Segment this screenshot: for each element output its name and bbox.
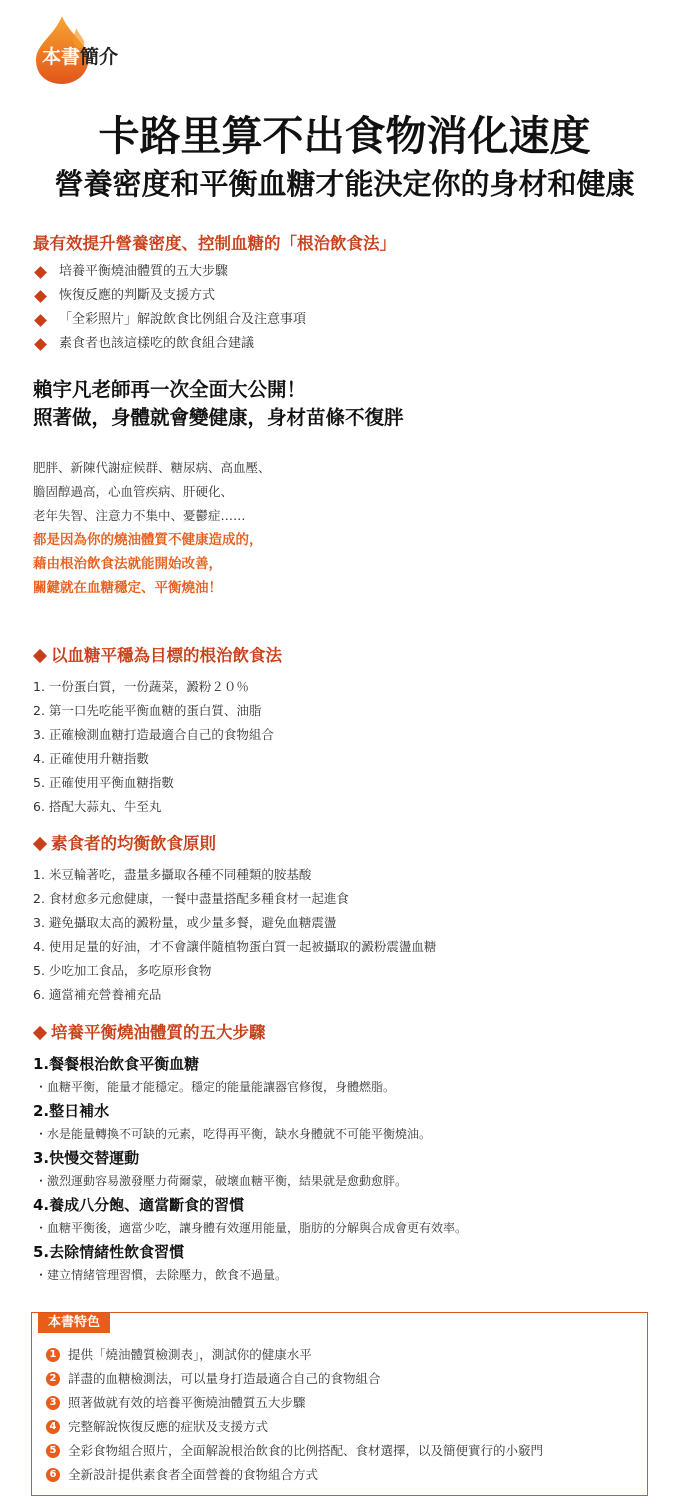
list-item: 6. 適當補充營養補充品 xyxy=(33,987,162,1002)
list-item: 5. 少吃加工食品，多吃原形食物 xyxy=(33,963,212,978)
diamond-bullet-icon xyxy=(34,314,47,327)
step-title: 4.養成八分飽、適當斷食的習慣 xyxy=(33,1196,245,1214)
list-item: 1. 一份蛋白質，一份蔬菜，澱粉２０％ xyxy=(33,679,249,694)
feature-text: 詳盡的血糖檢測法，可以量身打造最適合自己的食物組合 xyxy=(68,1371,381,1386)
features-list xyxy=(46,1343,543,1487)
number-badge-icon: 5 xyxy=(46,1444,60,1458)
step-title: 3.快慢交替運動 xyxy=(33,1149,140,1167)
number-badge-icon: 1 xyxy=(46,1348,60,1362)
list-item-text: 培養平衡燒油體質的五大步驟 xyxy=(59,264,229,279)
diamond-bullet-icon xyxy=(33,837,47,851)
conditions-text xyxy=(33,456,271,600)
step-desc: ・血糖平衡後，適當少吃，讓身體有效運用能量，脂肪的分解與合成會更有效率。 xyxy=(35,1221,468,1235)
highlight-line: 藉由根治飲食法就能開始改善， xyxy=(33,556,222,572)
step-desc: ・血糖平衡，能量才能穩定。穩定的能量能讓器官修復，身體燃脂。 xyxy=(35,1080,396,1094)
section3 xyxy=(33,831,436,1007)
diamond-bullet-icon xyxy=(33,1026,47,1040)
features-tag: 本書特色 xyxy=(38,1313,110,1333)
list-item: 1. 米豆輪著吃，盡量多攝取各種不同種類的胺基酸 xyxy=(33,867,312,882)
section-header xyxy=(28,14,228,86)
number-badge-icon: 2 xyxy=(46,1372,60,1386)
list-item: 3. 正確檢測血糖打造最適合自己的食物組合 xyxy=(33,727,274,742)
feature-item xyxy=(46,1415,543,1439)
section1-list xyxy=(33,260,306,356)
feature-text: 全新設計提供素食者全面營養的食物組合方式 xyxy=(68,1467,319,1482)
step-title: 2.整日補水 xyxy=(33,1102,110,1120)
feature-text: 完整解說恢復反應的症狀及支援方式 xyxy=(68,1419,269,1434)
feature-item xyxy=(46,1439,543,1463)
list-item: 4. 正確使用升糖指數 xyxy=(33,751,149,766)
promo-text xyxy=(33,376,404,432)
feature-text: 照著做就有效的培養平衡燒油體質五大步驟 xyxy=(68,1395,306,1410)
highlight-line: 都是因為你的燒油體質不健康造成的， xyxy=(33,532,263,548)
promo-line: 照著做，身體就會變健康，身材苗條不復胖 xyxy=(33,406,404,429)
features-box xyxy=(31,1312,648,1496)
number-badge-icon: 3 xyxy=(46,1396,60,1410)
diamond-bullet-icon xyxy=(33,649,47,663)
list-item: 2. 食材愈多元愈健康，一餐中盡量搭配多種食材一起進食 xyxy=(33,891,349,906)
condition-line: 肥胖、新陳代謝症候群、糖尿病、高血壓、 xyxy=(33,460,271,475)
section2-heading xyxy=(33,643,282,669)
feature-item xyxy=(46,1367,543,1391)
section3-heading xyxy=(33,831,436,857)
step-title: 5.去除情緒性飲食習慣 xyxy=(33,1243,185,1261)
feature-item xyxy=(46,1343,543,1367)
list-item xyxy=(33,308,306,332)
highlight-line: 關鍵就在血糖穩定、平衡燒油！ xyxy=(33,580,222,596)
number-badge-icon: 4 xyxy=(46,1420,60,1434)
section2-heading-text: 以血糖平穩為目標的根治飲食法 xyxy=(51,646,282,665)
diamond-bullet-icon xyxy=(34,266,47,279)
list-item xyxy=(33,260,306,284)
section4 xyxy=(33,1020,467,1287)
list-item-text: 恢復反應的判斷及支援方式 xyxy=(59,288,216,303)
feature-text: 提供「燒油體質檢測表」，測試你的健康水平 xyxy=(68,1347,312,1362)
section4-heading xyxy=(33,1020,467,1046)
diamond-bullet-icon xyxy=(34,290,47,303)
condition-line: 老年失智、注意力不集中、憂鬱症…… xyxy=(33,508,246,523)
step-desc: ・激烈運動容易激發壓力荷爾蒙，破壞血糖平衡，結果就是愈動愈胖。 xyxy=(35,1174,408,1188)
header-label-part1: 本書 xyxy=(42,46,81,68)
section3-heading-text: 素食者的均衡飲食原則 xyxy=(51,834,216,853)
condition-line: 膽固醇過高，心血管疾病、肝硬化、 xyxy=(33,484,234,499)
subtitle: 營養密度和平衡血糖才能決定你的身材和健康 xyxy=(54,167,635,201)
section2 xyxy=(33,643,282,819)
feature-item xyxy=(46,1391,543,1415)
step-desc: ・建立情緒管理習慣，去除壓力，飲食不過量。 xyxy=(35,1268,288,1282)
list-item: 5. 正確使用平衡血糖指數 xyxy=(33,775,174,790)
list-item: 3. 避免攝取太高的澱粉量，或少量多餐，避免血糖震盪 xyxy=(33,915,337,930)
header-label-part2: 簡介 xyxy=(80,46,119,68)
list-item: 4. 使用足量的好油，才不會讓伴隨植物蛋白質一起被攝取的澱粉震盪血糖 xyxy=(33,939,437,954)
list-item-text: 「全彩照片」解說飲食比例組合及注意事項 xyxy=(59,312,307,327)
list-item: 2. 第一口先吃能平衡血糖的蛋白質、油脂 xyxy=(33,703,262,718)
feature-text: 全彩食物組合照片，全面解說根治飲食的比例搭配、食材選擇，以及簡便實行的小竅門 xyxy=(68,1443,544,1458)
diamond-bullet-icon xyxy=(34,338,47,351)
list-item xyxy=(33,332,306,356)
main-title: 卡路里算不出食物消化速度 xyxy=(98,112,591,160)
list-item: 6. 搭配大蒜丸、牛至丸 xyxy=(33,799,162,814)
promo-line: 賴宇凡老師再一次全面大公開！ xyxy=(33,378,307,401)
list-item-text: 素食者也該這樣吃的飲食組合建議 xyxy=(59,336,255,351)
header-label xyxy=(42,43,118,71)
step-desc: ・水是能量轉換不可缺的元素，吃得再平衡，缺水身體就不可能平衡燒油。 xyxy=(35,1127,432,1141)
feature-item xyxy=(46,1463,543,1487)
list-item xyxy=(33,284,306,308)
section4-heading-text: 培養平衡燒油體質的五大步驟 xyxy=(51,1023,266,1042)
step-title: 1.餐餐根治飲食平衡血糖 xyxy=(33,1055,200,1073)
number-badge-icon: 6 xyxy=(46,1468,60,1482)
section1-heading: 最有效提升營養密度、控制血糖的「根治飲食法」 xyxy=(33,234,396,253)
